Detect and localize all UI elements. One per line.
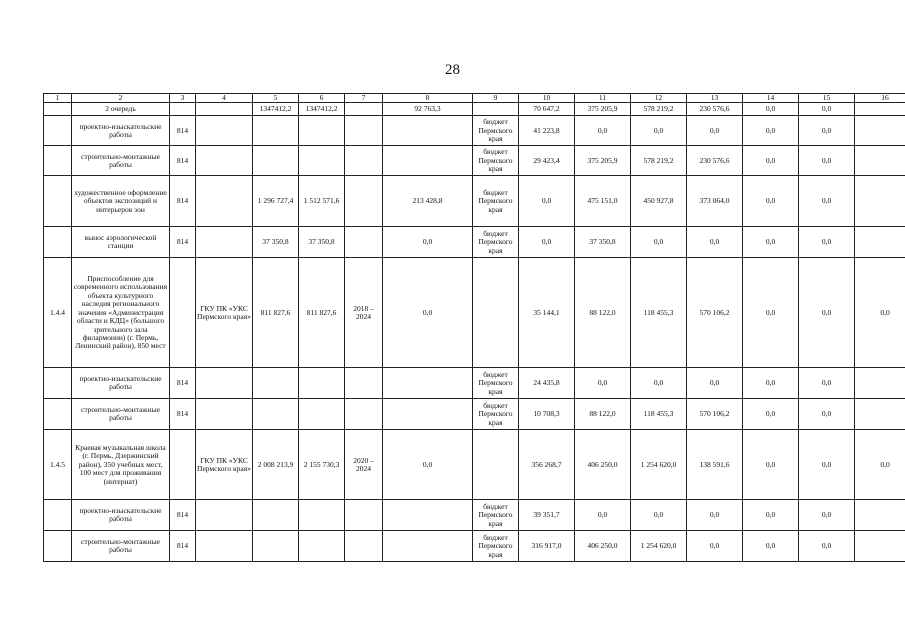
table-row: [44, 116, 905, 146]
cell-y2: 375 205,9: [575, 103, 631, 116]
header-cell-6: 6: [299, 94, 345, 103]
header-cell-1: 1: [44, 94, 72, 103]
cell-y3: 578 219,2: [631, 103, 687, 116]
cell-y4: 0,0: [687, 368, 743, 399]
cell-index: [44, 500, 72, 531]
cell-code: 814: [170, 116, 196, 146]
cell-y3: 0,0: [631, 227, 687, 258]
header-cell-13: 13: [687, 94, 743, 103]
cell-y6: 0,0: [799, 176, 855, 227]
cell-y2: 88 122,0: [575, 399, 631, 430]
cell-code: 814: [170, 176, 196, 227]
cell-period: [345, 399, 383, 430]
table-header-row: [44, 94, 905, 103]
cell-y3: 0,0: [631, 116, 687, 146]
cell-period: 2018 – 2024: [345, 258, 383, 368]
table-row: [44, 103, 905, 116]
cell-spent: [383, 116, 473, 146]
cell-y7: [855, 500, 905, 531]
cell-y1: 35 144,1: [519, 258, 575, 368]
cell-period: [345, 531, 383, 562]
cell-spent: 0,0: [383, 430, 473, 500]
cell-cost-est: 1 512 571,6: [299, 176, 345, 227]
cell-spent: [383, 500, 473, 531]
cell-index: [44, 116, 72, 146]
cell-name: Краевая музыкальная школа (г. Пермь, Дзержинский район), 350 учебных мест, 100 мест для проживания (интернат): [72, 430, 170, 500]
header-cell-12: 12: [631, 94, 687, 103]
cell-y3: 0,0: [631, 368, 687, 399]
cell-code: 814: [170, 146, 196, 176]
cell-y5: 0,0: [743, 531, 799, 562]
cell-y6: 0,0: [799, 116, 855, 146]
cell-spent: 213 428,8: [383, 176, 473, 227]
cell-cost-est: [299, 500, 345, 531]
cell-cost-total: 2 008 213,9: [253, 430, 299, 500]
cell-y7: 0,0: [855, 430, 905, 500]
cell-name: строительно-монтажные работы: [72, 531, 170, 562]
cell-y1: 41 223,8: [519, 116, 575, 146]
cell-y3: 1 254 620,0: [631, 430, 687, 500]
cell-y2: 37 350,8: [575, 227, 631, 258]
cell-y7: [855, 368, 905, 399]
cell-y6: 0,0: [799, 399, 855, 430]
header-cell-3: 3: [170, 94, 196, 103]
cell-y5: 0,0: [743, 176, 799, 227]
cell-period: [345, 227, 383, 258]
cell-executor: [196, 531, 253, 562]
cell-y4: 0,0: [687, 227, 743, 258]
header-cell-16: 16: [855, 94, 905, 103]
cell-source: [473, 258, 519, 368]
cell-executor: ГКУ ПК «УКС Пермского края»: [196, 258, 253, 368]
cell-executor: [196, 176, 253, 227]
cell-name: проектно-изыскательские работы: [72, 116, 170, 146]
cell-index: [44, 146, 72, 176]
cell-name: проектно-изыскательские работы: [72, 368, 170, 399]
cell-y6: 0,0: [799, 368, 855, 399]
cell-source: бюджет Пермского края: [473, 399, 519, 430]
cell-y2: 406 250,0: [575, 430, 631, 500]
cell-y4: 138 591,6: [687, 430, 743, 500]
table-row: [44, 500, 905, 531]
header-cell-8: 8: [383, 94, 473, 103]
cell-cost-est: [299, 531, 345, 562]
cell-period: [345, 116, 383, 146]
table-row: [44, 176, 905, 227]
cell-y7: [855, 227, 905, 258]
cell-name: строительно-монтажные работы: [72, 146, 170, 176]
cell-executor: [196, 227, 253, 258]
cell-executor: [196, 146, 253, 176]
cell-index: [44, 227, 72, 258]
budget-table: [43, 93, 905, 562]
cell-y5: 0,0: [743, 103, 799, 116]
cell-source: бюджет Пермского края: [473, 176, 519, 227]
cell-y1: 10 708,3: [519, 399, 575, 430]
header-cell-15: 15: [799, 94, 855, 103]
cell-y6: 0,0: [799, 500, 855, 531]
cell-name: Приспособление для современного использования объекта культурного наследия регионального значения «Администрация области и КДЦ» (большого зрительного зала филармонии) (г. Пермь, Ленинский район), 850 мест: [72, 258, 170, 368]
cell-cost-total: [253, 531, 299, 562]
cell-spent: [383, 368, 473, 399]
cell-y4: 373 064,0: [687, 176, 743, 227]
cell-source: бюджет Пермского края: [473, 146, 519, 176]
cell-y2: 475 151,0: [575, 176, 631, 227]
cell-spent: [383, 146, 473, 176]
cell-spent: [383, 399, 473, 430]
cell-cost-total: 811 827,6: [253, 258, 299, 368]
cell-y5: 0,0: [743, 258, 799, 368]
cell-y5: 0,0: [743, 368, 799, 399]
cell-period: [345, 368, 383, 399]
cell-index: 1.4.5: [44, 430, 72, 500]
cell-y1: 24 435,8: [519, 368, 575, 399]
cell-source: бюджет Пермского края: [473, 500, 519, 531]
header-cell-11: 11: [575, 94, 631, 103]
cell-y1: 0,0: [519, 227, 575, 258]
cell-executor: [196, 399, 253, 430]
cell-y7: [855, 531, 905, 562]
cell-source: [473, 430, 519, 500]
cell-y7: [855, 103, 905, 116]
cell-y6: 0,0: [799, 227, 855, 258]
cell-y1: 29 423,4: [519, 146, 575, 176]
cell-executor: ГКУ ПК «УКС Пермского края»: [196, 430, 253, 500]
cell-index: [44, 531, 72, 562]
cell-cost-total: [253, 399, 299, 430]
cell-code: 814: [170, 368, 196, 399]
cell-y2: 88 122,0: [575, 258, 631, 368]
cell-y4: 0,0: [687, 116, 743, 146]
cell-cost-total: 37 350,8: [253, 227, 299, 258]
cell-y1: 316 917,0: [519, 531, 575, 562]
cell-spent: 0,0: [383, 258, 473, 368]
cell-index: [44, 103, 72, 116]
cell-executor: [196, 103, 253, 116]
cell-source: бюджет Пермского края: [473, 116, 519, 146]
cell-index: [44, 368, 72, 399]
header-cell-10: 10: [519, 94, 575, 103]
table-row: [44, 430, 905, 500]
header-cell-14: 14: [743, 94, 799, 103]
cell-y6: 0,0: [799, 531, 855, 562]
cell-y7: [855, 116, 905, 146]
header-cell-7: 7: [345, 94, 383, 103]
cell-y3: 578 219,2: [631, 146, 687, 176]
cell-cost-total: [253, 116, 299, 146]
cell-period: [345, 146, 383, 176]
cell-index: [44, 176, 72, 227]
cell-y2: 0,0: [575, 368, 631, 399]
cell-y6: 0,0: [799, 430, 855, 500]
cell-y3: 118 455,3: [631, 399, 687, 430]
cell-cost-est: 1347412,2: [299, 103, 345, 116]
cell-spent: 92 763,3: [383, 103, 473, 116]
cell-y3: 1 254 620,0: [631, 531, 687, 562]
cell-y4: 570 106,2: [687, 399, 743, 430]
cell-period: [345, 103, 383, 116]
cell-y7: [855, 176, 905, 227]
cell-cost-est: 2 155 730,3: [299, 430, 345, 500]
cell-code: 814: [170, 500, 196, 531]
cell-executor: [196, 116, 253, 146]
cell-name: художественное оформление объектов экспозиций и интерьеров зон: [72, 176, 170, 227]
cell-y4: 230 576,6: [687, 146, 743, 176]
cell-y2: 0,0: [575, 500, 631, 531]
cell-name: вынос аэрологической станции: [72, 227, 170, 258]
cell-source: бюджет Пермского края: [473, 227, 519, 258]
cell-name: 2 очередь: [72, 103, 170, 116]
table-row: [44, 258, 905, 368]
cell-executor: [196, 368, 253, 399]
cell-y5: 0,0: [743, 430, 799, 500]
cell-cost-total: 1347412,2: [253, 103, 299, 116]
cell-index: [44, 399, 72, 430]
cell-y4: 230 576,6: [687, 103, 743, 116]
cell-cost-est: 811 827,6: [299, 258, 345, 368]
header-cell-2: 2: [72, 94, 170, 103]
cell-code: 814: [170, 227, 196, 258]
cell-y4: 0,0: [687, 531, 743, 562]
cell-y1: 70 647,2: [519, 103, 575, 116]
cell-period: [345, 500, 383, 531]
cell-code: [170, 258, 196, 368]
cell-y5: 0,0: [743, 227, 799, 258]
cell-y7: [855, 399, 905, 430]
cell-spent: 0,0: [383, 227, 473, 258]
cell-code: 814: [170, 531, 196, 562]
cell-cost-est: [299, 146, 345, 176]
cell-cost-est: [299, 399, 345, 430]
cell-y6: 0,0: [799, 103, 855, 116]
cell-y4: 570 106,2: [687, 258, 743, 368]
cell-y4: 0,0: [687, 500, 743, 531]
page-number: 28: [445, 62, 460, 78]
cell-y5: 0,0: [743, 116, 799, 146]
cell-y5: 0,0: [743, 500, 799, 531]
cell-period: [345, 176, 383, 227]
cell-cost-est: [299, 116, 345, 146]
header-cell-4: 4: [196, 94, 253, 103]
table-row: [44, 146, 905, 176]
cell-name: проектно-изыскательские работы: [72, 500, 170, 531]
cell-name: строительно-монтажные работы: [72, 399, 170, 430]
cell-source: бюджет Пермского края: [473, 531, 519, 562]
cell-y3: 450 927,8: [631, 176, 687, 227]
cell-y5: 0,0: [743, 399, 799, 430]
cell-cost-est: [299, 368, 345, 399]
table-row: [44, 531, 905, 562]
cell-y7: 0,0: [855, 258, 905, 368]
cell-spent: [383, 531, 473, 562]
cell-period: 2020 – 2024: [345, 430, 383, 500]
cell-y1: 0,0: [519, 176, 575, 227]
cell-source: бюджет Пермского края: [473, 368, 519, 399]
cell-code: 814: [170, 399, 196, 430]
cell-source: [473, 103, 519, 116]
cell-code: [170, 430, 196, 500]
cell-cost-total: [253, 146, 299, 176]
table-row: [44, 368, 905, 399]
cell-index: 1.4.4: [44, 258, 72, 368]
cell-cost-total: [253, 368, 299, 399]
header-cell-9: 9: [473, 94, 519, 103]
cell-y6: 0,0: [799, 146, 855, 176]
cell-y2: 375 205,9: [575, 146, 631, 176]
cell-code: [170, 103, 196, 116]
header-cell-5: 5: [253, 94, 299, 103]
cell-y1: 39 351,7: [519, 500, 575, 531]
cell-y3: 118 455,3: [631, 258, 687, 368]
cell-y5: 0,0: [743, 146, 799, 176]
table-row: [44, 227, 905, 258]
cell-y6: 0,0: [799, 258, 855, 368]
cell-y3: 0,0: [631, 500, 687, 531]
cell-y2: 406 250,0: [575, 531, 631, 562]
cell-y2: 0,0: [575, 116, 631, 146]
cell-cost-total: [253, 500, 299, 531]
table-row: [44, 399, 905, 430]
cell-y1: 356 268,7: [519, 430, 575, 500]
cell-executor: [196, 500, 253, 531]
cell-y7: [855, 146, 905, 176]
cell-cost-total: 1 296 727,4: [253, 176, 299, 227]
cell-cost-est: 37 350,8: [299, 227, 345, 258]
